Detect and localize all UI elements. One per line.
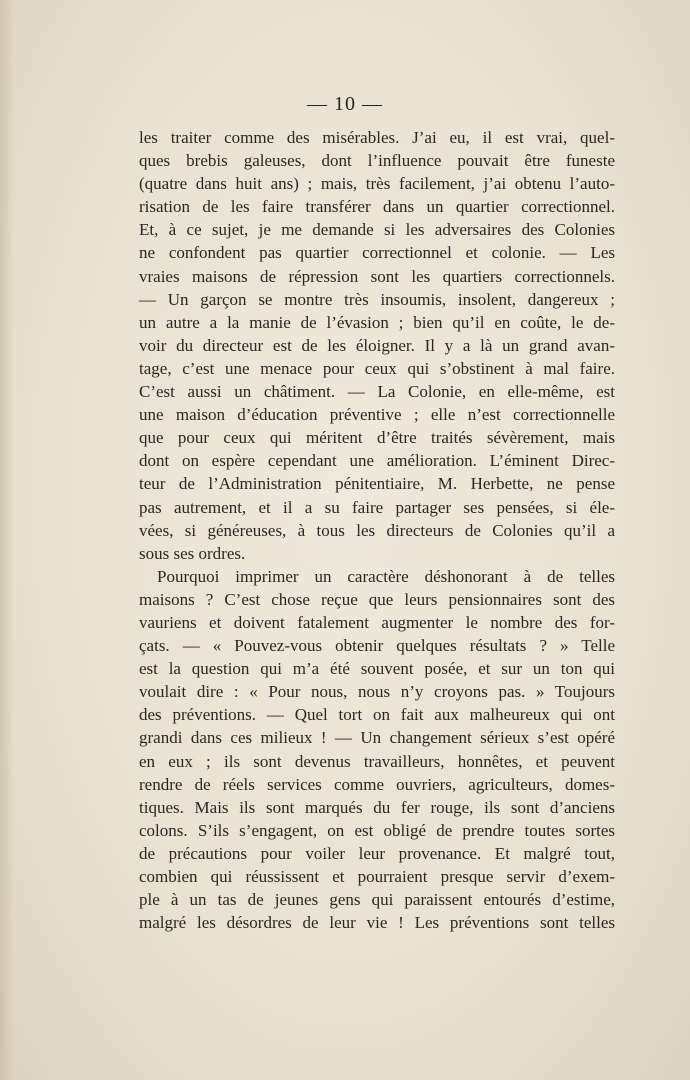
text-line: ques brebis galeuses, dont l’influence pouvait être funeste — [139, 151, 615, 171]
text-line: dont on espère cependant une amélioration. L’éminent Direc- — [139, 451, 615, 471]
text-line: çats. — « Pouvez-vous obtenir quelques résultats ? » Telle — [139, 636, 615, 656]
text-line: vauriens et doivent fatalement augmenter le nombre des for- — [139, 612, 615, 632]
text-line: en eux ; ils sont devenus travailleurs, honnêtes, et peuvent — [139, 751, 615, 771]
text-line: C’est aussi un châtiment. — La Colonie, en elle-même, est — [139, 382, 615, 402]
text-line: (quatre dans huit ans) ; mais, très facilement, j’ai obtenu l’auto- — [139, 174, 615, 194]
page-edge-shadow — [0, 0, 14, 1080]
text-line: de précautions pour voiler leur provenance. Et malgré tout, — [139, 843, 615, 863]
text-line: ple à un tas de jeunes gens qui paraissent entourés d’estime, — [139, 890, 615, 910]
text-line: voir du directeur est de les éloigner. Il y a là un grand avan- — [139, 335, 615, 355]
page-number: — 10 — — [307, 93, 383, 115]
text-line: tage, c’est une menace pour ceux qui s’obstinent à mal faire. — [139, 358, 615, 378]
text-line: ne confondent pas quartier correctionnel et colonie. — Les — [139, 243, 615, 263]
text-line: les traiter comme des misérables. J’ai eu, il est vrai, quel- — [139, 128, 615, 147]
text-line: sous ses ordres. — [139, 543, 246, 563]
text-line: Pourquoi imprimer un caractère déshonorant à de telles — [157, 566, 615, 586]
text-line: voulait dire : « Pour nous, nous n’y croyons pas. » Toujours — [139, 682, 615, 702]
paragraph-1 — [139, 126, 615, 565]
text-line: risation de les faire transférer dans un quartier correctionnel. — [139, 197, 615, 217]
text-line: un autre a la manie de l’évasion ; bien qu’il en coûte, le de- — [139, 312, 615, 332]
text-line: maisons ? C’est chose reçue que leurs pensionnaires sont des — [139, 589, 615, 609]
text-line: vraies maisons de répression sont les quartiers correctionnels. — [139, 266, 615, 286]
text-line: colons. S’ils s’engagent, on est obligé de prendre toutes sortes — [139, 820, 615, 840]
text-line: Et, à ce sujet, je me demande si les adversaires des Colonies — [139, 220, 615, 240]
text-line: pas autrement, et il a su faire partager ses pensées, si éle- — [139, 497, 615, 517]
text-line: malgré les désordres de leur vie ! Les préventions sont telles — [139, 913, 615, 933]
body-text — [139, 126, 615, 934]
text-line: est la question qui m’a été souvent posée, et sur un ton qui — [139, 659, 615, 679]
text-line: teur de l’Administration pénitentiaire, M. Herbette, ne pense — [139, 474, 615, 494]
text-line: combien qui réussissent et pourraient presque servir d’exem- — [139, 867, 615, 886]
paragraph-2 — [139, 565, 615, 935]
text-line: une maison d’éducation préventive ; elle n’est correctionnelle — [139, 405, 615, 425]
text-line: des préventions. — Quel tort on fait aux malheureux qui ont — [139, 705, 615, 725]
text-line: tiques. Mais ils sont marqués du fer rouge, ils sont d’anciens — [139, 797, 615, 817]
text-line: vées, si généreuses, à tous les directeurs de Colonies qu’il a — [139, 520, 615, 540]
text-line: rendre de réels services comme ouvriers, agriculteurs, domes- — [139, 774, 615, 794]
text-line: grandi dans ces milieux ! — Un changement sérieux s’est opéré — [139, 728, 615, 748]
text-line: — Un garçon se montre très insoumis, insolent, dangereux ; — [139, 289, 615, 309]
text-line: que pour ceux qui méritent d’être traités sévèrement, mais — [139, 428, 615, 448]
